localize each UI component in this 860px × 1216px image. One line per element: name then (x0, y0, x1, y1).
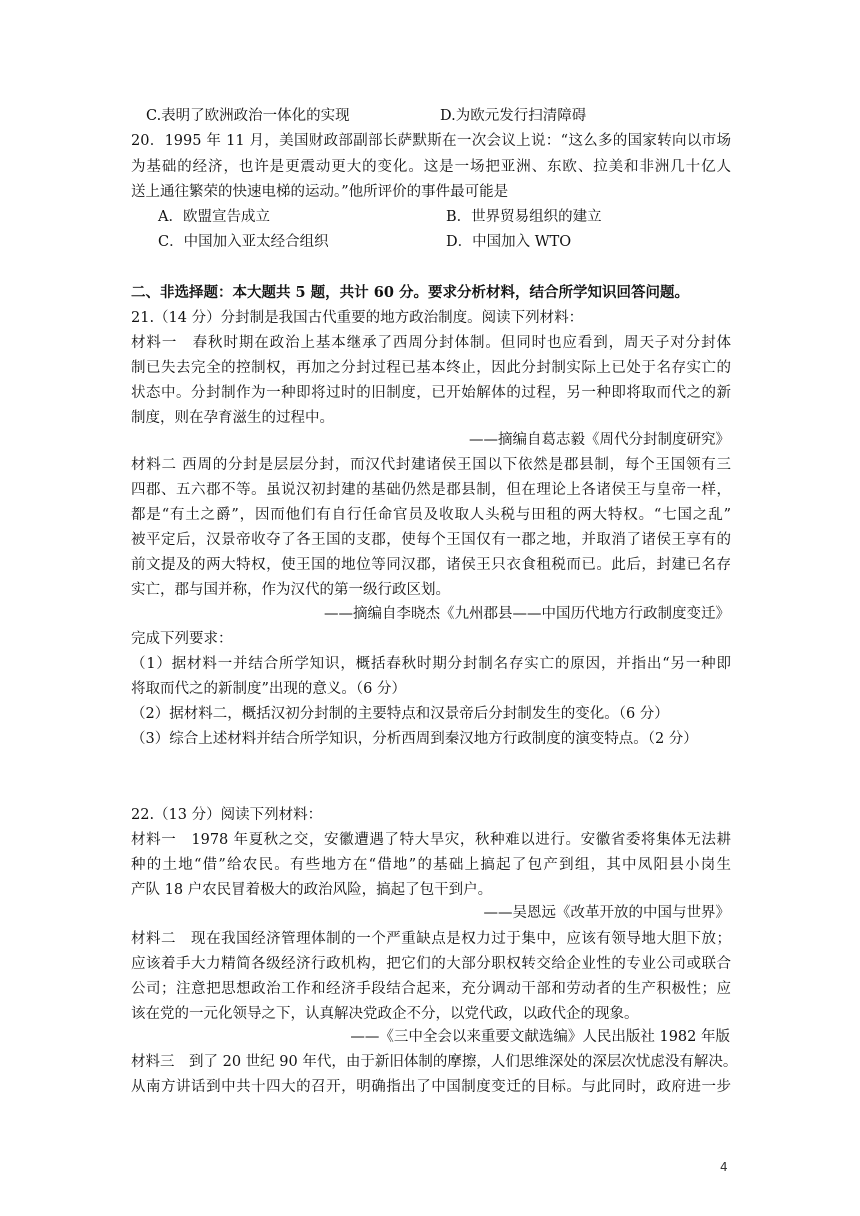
q22-m2-line-1: 材料二 现在我国经济管理体制的一个严重缺点是权力过于集中，应该有领导地大胆下放； (131, 931, 731, 947)
q20-option-b: B．世界贸易组织的建立 (446, 209, 602, 225)
q21-m2-line-2: 四郡、五六郡不等。虽说汉初封建的基础仍然是郡县制，但在理论上各诸侯王与皇帝一样， (131, 482, 731, 498)
page-number: 4 (720, 1160, 728, 1174)
q21-m2-line-3: 都是“有土之爵”，因而他们有自行任命官员及收取人头税与田租的两大特权。“七国之乱” (131, 507, 731, 523)
q22-m2-line-3: 公司；注意把思想政治工作和经济手段结合起来，充分调动干部和劳动者的生产积极性；应 (131, 981, 731, 997)
q22-intro: 22.（13 分）阅读下列材料： (131, 807, 323, 823)
q22-m1-line-1: 材料一 1978 年夏秋之交，安徽遭遇了特大旱灾，秋种难以进行。安徽省委将集体无法耕 (131, 832, 731, 848)
q21-m2-line-4: 被平定后，汉景帝收夺了各王国的支郡，使每个王国仅有一郡之地，并取消了诸侯王享有的 (131, 532, 731, 548)
q21-m2-line-6: 实亡，郡与国并称，作为汉代的第一级行政区划。 (131, 582, 450, 598)
q22-m2-line-4: 该在党的一元化领导之下，认真解决党政企不分，以党代政，以政代企的现象。 (131, 1006, 639, 1022)
q22-m1-line-2: 种的土地“借”给农民。有些地方在“借地”的基础上搞起了包产到组，其中凤阳县小岗生 (131, 857, 731, 873)
q21-task-2: （2）据材料二，概括汉初分封制的主要特点和汉景帝后分封制发生的变化。（6 分） (131, 706, 669, 722)
q22-m3-line-2: 从南方讲话到中共十四大的召开，明确指出了中国制度变迁的目标。与此同时，政府进一步 (131, 1079, 731, 1095)
q21-m1-line-2: 制已失去完全的控制权，再加之分封过程已基本终止，因此分封制实际上已处于名存实亡的 (131, 360, 731, 376)
q21-m1-source: ——摘编自葛志毅《周代分封制度研究》 (469, 432, 730, 448)
section2-heading: 二、非选择题：本大题共 5 题，共计 60 分。要求分析材料，结合所学知识回答问题。 (131, 284, 689, 301)
q22-m2-source: ——《三中全会以来重要文献选编》人民出版社 1982 年版 (350, 1029, 730, 1045)
q22-m1-line-3: 产队 18 户农民冒着极大的政治风险，搞起了包干到户。 (131, 882, 493, 898)
q21-task-3: （3）综合上述材料并结合所学知识，分析西周到秦汉地方行政制度的演变特点。（2 分） (131, 731, 698, 747)
q22-m2-line-2: 应该着手大力精简各级经济行政机构，把它们的大部分职权转交给企业性的专业公司或联合 (131, 956, 731, 972)
q21-m2-line-1: 材料二 西周的分封是层层分封，而汉代封建诸侯王国以下依然是郡县制，每个王国领有三 (131, 457, 731, 473)
q20-option-a: A．欧盟宣告成立 (158, 209, 270, 225)
q21-task-intro: 完成下列要求： (131, 631, 233, 647)
q20-option-d: D．中国加入 WTO (446, 234, 572, 250)
q20-line-1: 20．1995 年 11 月，美国财政部副部长萨默斯在一次会议上说：“这么多的国家转向以市场 (131, 133, 731, 149)
q19-option-c: C.表明了欧洲政治一体化的实现 (146, 108, 350, 124)
q21-task-1b: 将取而代之的新制度”出现的意义。（6 分） (131, 681, 406, 697)
q22-m1-source: ——吴恩远《改革开放的中国与世界》 (483, 905, 730, 921)
q21-m1-line-4: 制度，则在孕育滋生的过程中。 (131, 410, 334, 426)
q19-option-d: D.为欧元发行扫清障碍 (440, 108, 587, 124)
q20-line-2: 为基础的经济，也许是更震动更大的变化。这是一场把亚洲、东欧、拉美和非洲几十亿人 (131, 159, 731, 175)
q21-m1-line-1: 材料一 春秋时期在政治上基本继承了西周分封体制。但同时也应看到，周天子对分封体 (131, 335, 731, 351)
q21-m2-source: ——摘编自李晓杰《九州郡县——中国历代地方行政制度变迁》 (324, 606, 730, 622)
q20-line-3: 送上通往繁荣的快速电梯的运动。”他所评价的事件最可能是 (131, 184, 509, 200)
q21-m1-line-3: 状态中。分封制作为一种即将过时的旧制度，已开始解体的过程，另一种即将取而代之的新 (131, 385, 731, 401)
q21-task-1a: （1）据材料一并结合所学知识，概括春秋时期分封制名存实亡的原因，并指出“另一种即 (131, 656, 731, 672)
q22-m3-line-1: 材料三 到了 20 世纪 90 年代，由于新旧体制的摩擦，人们思维深处的深层次忧虑没有解决。 (131, 1054, 738, 1070)
q21-intro: 21.（14 分）分封制是我国古代重要的地方政治制度。阅读下列材料： (131, 310, 584, 326)
q21-m2-line-5: 前文提及的两大特权，使王国的地位等同汉郡，诸侯王只衣食租税而已。此后，封建已名存 (131, 557, 731, 573)
q20-option-c: C．中国加入亚太经合组织 (158, 234, 329, 250)
